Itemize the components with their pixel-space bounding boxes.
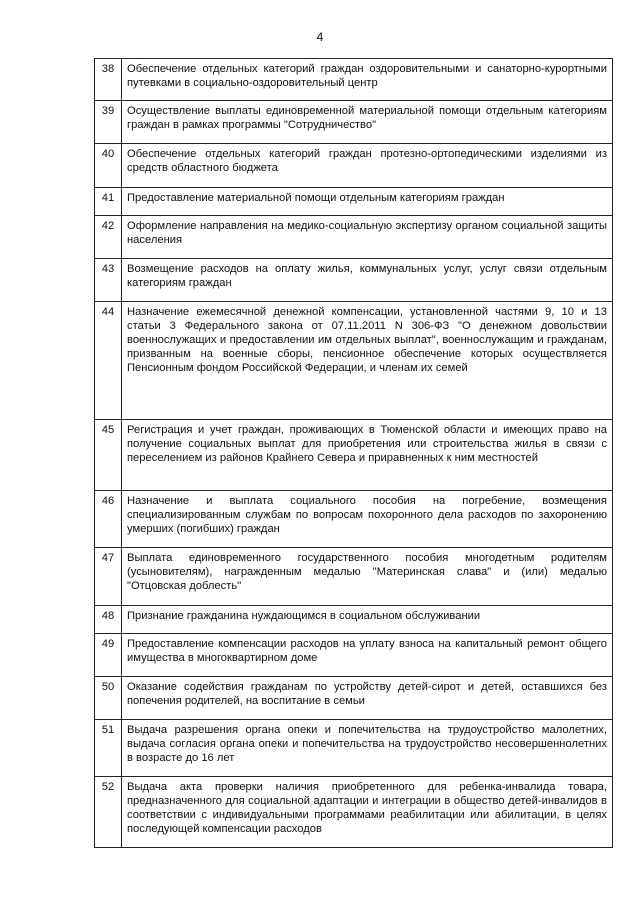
service-name: Предоставление компенсации расходов на уплату взноса на капитальный ремонт общего имущества в многоквартирном доме: [122, 634, 613, 677]
row-number: 45: [95, 420, 122, 491]
service-name: Предоставление материальной помощи отдельным категориям граждан: [122, 188, 613, 216]
table-row: [95, 606, 613, 634]
service-name: Выплата единовременного государственного пособия многодетным родителям (усыновителям), награжденным медалью "Материнская слава" и (или) медалью "Отцовская доблесть": [122, 548, 613, 606]
row-number: 40: [95, 144, 122, 188]
row-number: 48: [95, 606, 122, 634]
table-row: [95, 777, 613, 848]
table-row: [95, 677, 613, 720]
service-name: Назначение ежемесячной денежной компенсации, установленной частями 9, 10 и 13 статьи 3 Федерального закона от 07.11.2011 N 306-ФЗ "О денежном довольствии военнослужащих и предоставлении им отдельных выплат", военнослужащим и гражданам, призванным на военные сборы, пенсионное обеспечение которых осуществляется Пенсионным фондом Российской Федерации, и членам их семей: [122, 302, 613, 420]
service-name: Признание гражданина нуждающимся в социальном обслуживании: [122, 606, 613, 634]
row-number: 47: [95, 548, 122, 606]
row-number: 52: [95, 777, 122, 848]
row-number: 51: [95, 720, 122, 777]
row-number: 49: [95, 634, 122, 677]
row-number: 39: [95, 101, 122, 144]
row-number: 41: [95, 188, 122, 216]
table-row: [95, 420, 613, 491]
row-number: 43: [95, 259, 122, 302]
service-name: Оформление направления на медико-социальную экспертизу органом социальной защиты населения: [122, 216, 613, 259]
row-number: 44: [95, 302, 122, 420]
services-table: [94, 58, 613, 848]
page-number: 4: [316, 30, 324, 44]
service-name: Возмещение расходов на оплату жилья, коммунальных услуг, услуг связи отдельным категориям граждан: [122, 259, 613, 302]
table-row: [95, 144, 613, 188]
service-name: Регистрация и учет граждан, проживающих в Тюменской области и имеющих право на получение социальных выплат для приобретения или строительства жилья в связи с переселением из районов Крайнего Севера и приравненных к ним местностей: [122, 420, 613, 491]
table-row: [95, 59, 613, 101]
table-row: [95, 548, 613, 606]
row-number: 46: [95, 491, 122, 548]
row-number: 38: [95, 59, 122, 101]
table-row: [95, 720, 613, 777]
table-row: [95, 101, 613, 144]
row-number: 42: [95, 216, 122, 259]
service-name: Выдача акта проверки наличия приобретенного для ребенка-инвалида товара, предназначенного для социальной адаптации и интеграции в общество детей-инвалидов в соответствии с индивидуальными программами реабилитации или абилитации, в целях последующей компенсации расходов: [122, 777, 613, 848]
service-name: Обеспечение отдельных категорий граждан оздоровительными и санаторно-курортными путевками в социально-оздоровительный центр: [122, 59, 613, 101]
service-name: Осуществление выплаты единовременной материальной помощи отдельным категориям граждан в рамках программы "Сотрудничество": [122, 101, 613, 144]
row-number: 50: [95, 677, 122, 720]
table-row: [95, 634, 613, 677]
table-row: [95, 491, 613, 548]
table-row: [95, 302, 613, 420]
service-name: Оказание содействия гражданам по устройству детей-сирот и детей, оставшихся без попечения родителей, на воспитание в семьи: [122, 677, 613, 720]
table-row: [95, 188, 613, 216]
table-row: [95, 216, 613, 259]
service-name: Выдача разрешения органа опеки и попечительства на трудоустройство малолетних, выдача согласия органа опеки и попечительства на трудоустройство несовершеннолетних в возрасте до 16 лет: [122, 720, 613, 777]
table-row: [95, 259, 613, 302]
service-name: Назначение и выплата социального пособия на погребение, возмещения специализированным службам по вопросам похоронного дела расходов по захоронению умерших (погибших) граждан: [122, 491, 613, 548]
service-name: Обеспечение отдельных категорий граждан протезно-ортопедическими изделиями из средств областного бюджета: [122, 144, 613, 188]
